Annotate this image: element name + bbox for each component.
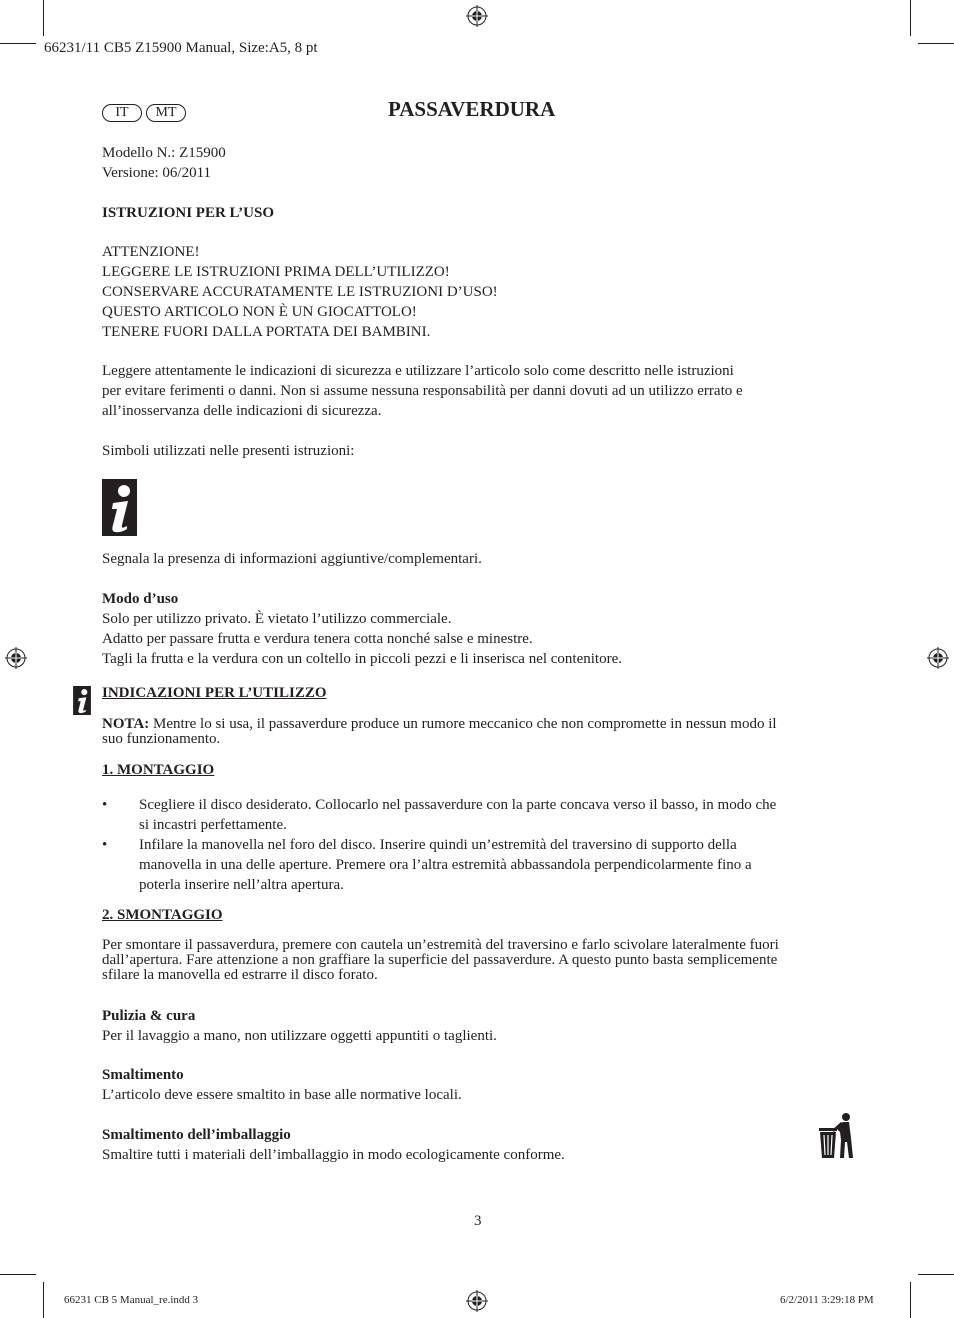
paragraph-line: sfilare la manovella ed estrarre il disco forato. [102, 967, 378, 983]
disposal-section [102, 1065, 462, 1105]
language-badge-mt: MT [146, 104, 186, 122]
list-item [102, 835, 862, 895]
warning-line: TENERE FUORI DALLA PORTATA DEI BAMBINI. [102, 324, 431, 340]
print-slug: 66231/11 CB5 Z15900 Manual, Size:A5, 8 pt [44, 40, 318, 56]
note-paragraph [102, 717, 862, 747]
info-symbol-description: Segnala la presenza di informazioni aggiuntive/complementari. [102, 551, 482, 567]
note-label: NOTA: [102, 716, 150, 732]
registration-mark-icon [466, 5, 488, 27]
crop-mark [43, 1282, 44, 1318]
usage-line: Tagli la frutta e la verdura con un coltello in piccoli pezzi e li inserisca nel contenitore. [102, 651, 622, 667]
footer-timestamp: 6/2/2011 3:29:18 PM [780, 1294, 874, 1306]
list-item-line: manovella in una delle aperture. Premere ora l’altra estremità abbassandola perpendicolarmente fino a [139, 857, 752, 873]
footer-filename: 66231 CB 5 Manual_re.indd 3 [64, 1294, 199, 1306]
disassembly-paragraph [102, 938, 862, 983]
disassembly-heading: 2. SMONTAGGIO [102, 907, 223, 923]
list-item [102, 795, 862, 835]
crop-mark [918, 43, 954, 44]
note-text: Mentre lo si usa, il passaverdure produce un rumore meccanico che non compromette in nessun modo il [149, 716, 777, 732]
paragraph-line: Leggere attentamente le indicazioni di sicurezza e utilizzare l’articolo solo come descritto nelle istruzioni [102, 363, 734, 379]
language-badge-it: IT [102, 104, 142, 122]
crop-mark [918, 1274, 954, 1275]
page-number: 3 [474, 1213, 482, 1229]
crop-mark [910, 0, 911, 36]
paragraph-line: per evitare ferimenti o danni. Non si assume nessuna responsabilità per danni dovuti ad un utilizzo errato e [102, 383, 743, 399]
cleaning-heading: Pulizia & cura [102, 1008, 196, 1024]
instructions-heading: ISTRUZIONI PER L’USO [102, 205, 274, 221]
usage-section [102, 589, 622, 669]
info-icon-small [73, 686, 91, 715]
warning-line: CONSERVARE ACCURATAMENTE LE ISTRUZIONI D’USO! [102, 284, 498, 300]
crop-mark [43, 0, 44, 36]
registration-mark-icon [5, 647, 27, 669]
usage-heading: Modo d’uso [102, 591, 179, 607]
crop-mark [0, 1274, 36, 1275]
page-title: PASSAVERDURA [388, 97, 556, 121]
warning-line: LEGGERE LE ISTRUZIONI PRIMA DELL’UTILIZZO! [102, 264, 450, 280]
registration-mark-icon [466, 1290, 488, 1312]
cleaning-section [102, 1006, 497, 1046]
safety-paragraph [102, 361, 743, 421]
symbols-intro: Simboli utilizzati nelle presenti istruzioni: [102, 443, 355, 459]
warning-line: QUESTO ARTICOLO NON È UN GIOCATTOLO! [102, 304, 417, 320]
info-icon [102, 479, 137, 536]
usage-line: Adatto per passare frutta e verdura tenera cotta nonché salse e minestre. [102, 631, 533, 647]
paragraph-line: dall’apertura. Fare attenzione a non graffiare la superficie del passaverdure. A questo punto basta semplicemente [102, 952, 778, 968]
warnings-block [102, 242, 498, 342]
note-line: suo funzionamento. [102, 731, 221, 747]
crop-mark [0, 43, 36, 44]
disposal-text: L’articolo deve essere smaltito in base alle normative locali. [102, 1087, 462, 1103]
registration-mark-icon [927, 647, 949, 669]
language-badges [102, 103, 190, 122]
model-number: Modello N.: Z15900 [102, 145, 226, 161]
paragraph-line: all’inosservanza delle indicazioni di sicurezza. [102, 403, 382, 419]
crop-mark [910, 1282, 911, 1318]
packaging-text: Smaltire tutti i materiali dell’imballaggio in modo ecologicamente conforme. [102, 1147, 565, 1163]
disposal-heading: Smaltimento [102, 1067, 184, 1083]
note-line [102, 717, 862, 732]
assembly-heading: 1. MONTAGGIO [102, 762, 215, 778]
bullet: • [102, 837, 108, 853]
bullet: • [102, 797, 108, 813]
list-item-line: Scegliere il disco desiderato. Collocarlo nel passaverdure con la parte concava verso il basso, in modo che [139, 797, 777, 813]
warning-line: ATTENZIONE! [102, 244, 200, 260]
usage-line: Solo per utilizzo privato. È vietato l’utilizzo commerciale. [102, 611, 452, 627]
indications-heading: INDICAZIONI PER L’UTILIZZO [102, 685, 327, 701]
list-item-line: si incastri perfettamente. [139, 817, 287, 833]
paragraph-line: Per smontare il passaverdura, premere con cautela un’estremità del traversino e farlo scivolare lateralmente fuori [102, 937, 779, 953]
version: Versione: 06/2011 [102, 165, 212, 181]
list-item-line: poterla inserire nell’altra apertura. [139, 877, 344, 893]
recycle-bin-icon [816, 1112, 854, 1160]
cleaning-text: Per il lavaggio a mano, non utilizzare oggetti appuntiti o taglienti. [102, 1028, 497, 1044]
list-item-line: Infilare la manovella nel foro del disco. Inserire quindi un’estremità del traversino di supporto della [139, 837, 737, 853]
packaging-heading: Smaltimento dell’imballaggio [102, 1127, 291, 1143]
packaging-section [102, 1125, 565, 1165]
